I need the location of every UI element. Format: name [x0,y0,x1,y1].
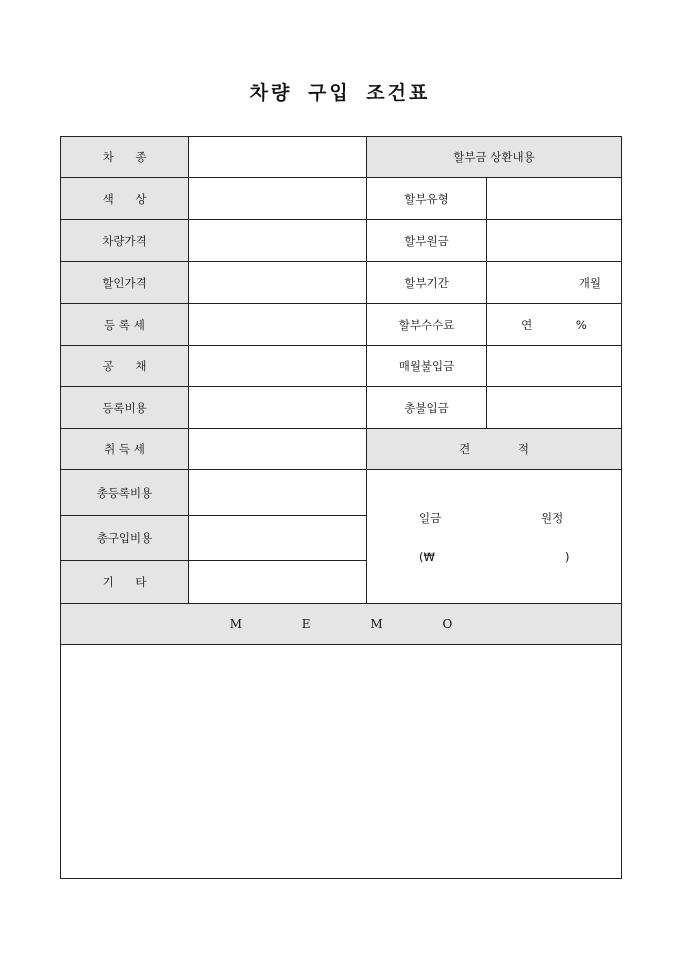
installment-value-monthly[interactable] [486,345,622,387]
memo-header: M E M O [60,603,622,645]
installment-label-total: 총불입금 [366,386,487,429]
estimate-currency-close: ) [565,550,570,564]
installment-label-period: 할부기간 [366,261,487,304]
value-registration-tax[interactable] [188,303,367,346]
installment-value-fee[interactable]: 연 % [486,303,622,346]
installment-value-total[interactable] [486,386,622,429]
installment-header: 할부금 상환내용 [366,136,622,178]
value-discount-price[interactable] [188,261,367,304]
label-car-price: 차량가격 [60,219,189,262]
value-total-registration-cost[interactable] [188,469,367,516]
value-bond[interactable] [188,345,367,387]
installment-label-monthly: 매월불입금 [366,345,487,387]
label-other: 기 타 [60,560,189,604]
value-car-price[interactable] [188,219,367,262]
value-registration-cost[interactable] [188,386,367,429]
page-title: 차량 구입 조건표 [249,82,431,104]
label-total-registration-cost: 총등록비용 [60,469,189,516]
value-total-purchase-cost[interactable] [188,515,367,561]
installment-value-type[interactable] [486,177,622,220]
label-acquisition-tax: 취 득 세 [60,428,189,470]
value-car-model[interactable] [188,136,367,178]
estimate-currency-open: (₩ [419,550,435,564]
label-total-purchase-cost: 총구입비용 [60,515,189,561]
value-other[interactable] [188,560,367,604]
value-acquisition-tax[interactable] [188,428,367,470]
estimate-amount-prefix: 일금 [419,511,442,525]
memo-area[interactable] [60,644,622,879]
value-color[interactable] [188,177,367,220]
estimate-header: 견 적 [366,428,622,470]
installment-label-principal: 할부원금 [366,219,487,262]
installment-value-period[interactable]: 개월 [486,261,622,304]
label-color: 색 상 [60,177,189,220]
installment-label-fee: 할부수수료 [366,303,487,346]
installment-value-principal[interactable] [486,219,622,262]
estimate-amount-suffix: 원정 [541,511,564,525]
label-bond: 공 채 [60,345,189,387]
installment-label-type: 할부유형 [366,177,487,220]
label-discount-price: 할인가격 [60,261,189,304]
estimate-box[interactable] [366,469,622,604]
label-car-model: 차 종 [60,136,189,178]
label-registration-tax: 등 록 세 [60,303,189,346]
label-registration-cost: 등록비용 [60,386,189,429]
